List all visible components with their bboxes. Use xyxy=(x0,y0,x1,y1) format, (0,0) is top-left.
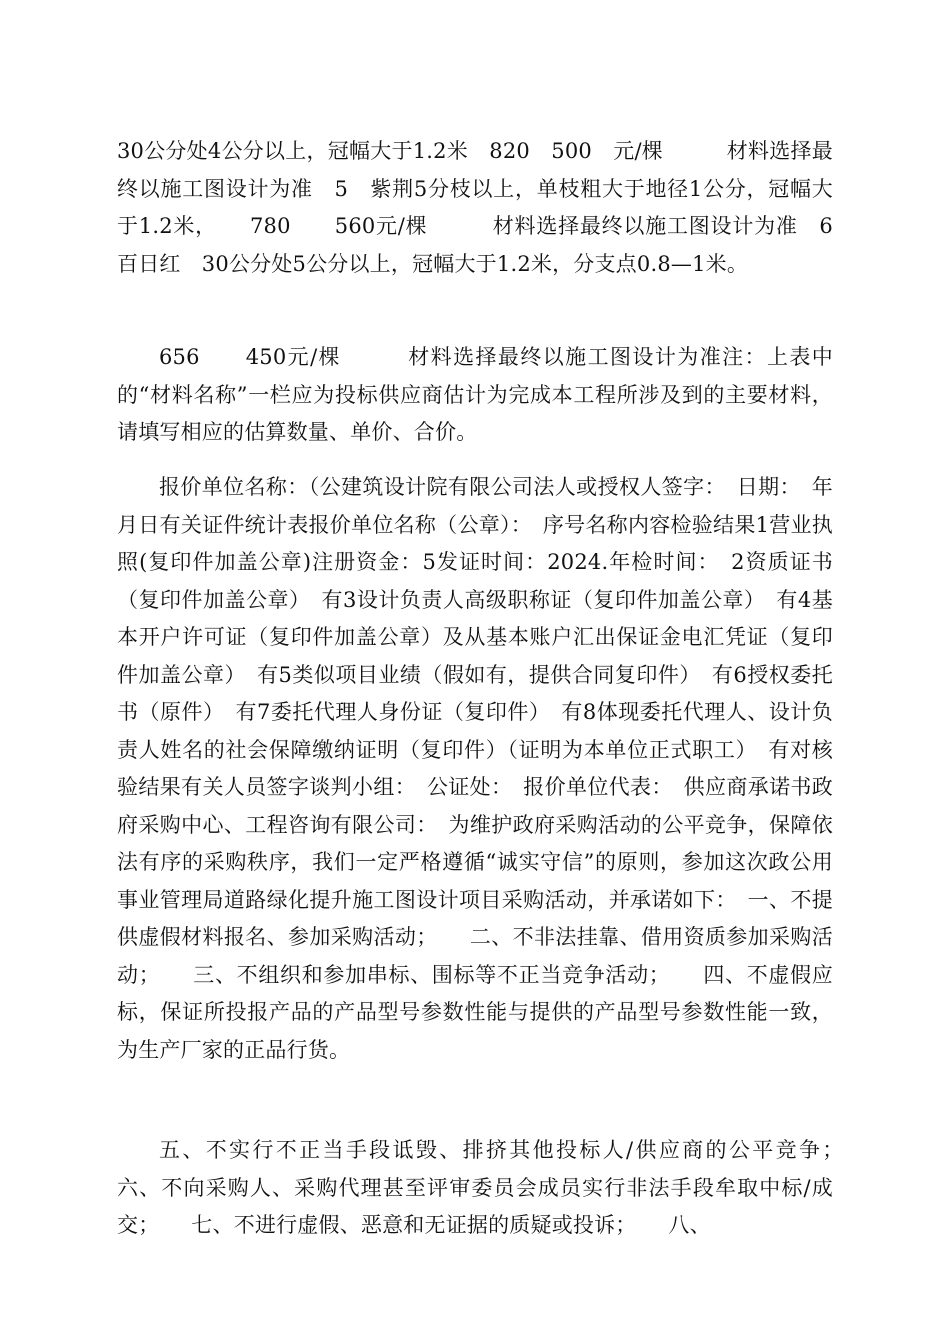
paragraph-plant-specs: 30公分处4公分以上，冠幅大于1.2米 820 500 元/棵 材料选择最终以施工图设计为准 5 紫荆5分枝以上，单枝粗大于地径1公分，冠幅大于1.2米， 780 560元/棵 材料选择最终以施工图设计为准 6 百日红 30公分处5公分以上，冠幅大于1.2米，分支点0.8—1米。 xyxy=(117,139,855,276)
paragraph-commitment-continued: 五、不实行不正当手段诋毁、排挤其他投标人/供应商的公平竞争； 六、不向采购人、采购代理甚至评审委员会成员实行非法手段牟取中标/成交； 七、不进行虚假、恶意和无证据的质疑或投诉； 八、 xyxy=(117,1138,855,1237)
paragraph-material-note: 656 450元/棵 材料选择最终以施工图设计为准注：上表中的“材料名称”一栏应为投标供应商估计为完成本工程所涉及到的主要材料，请填写相应的估算数量、单价、合价。 xyxy=(117,345,833,444)
paragraph-quotation-and-commitment: 报价单位名称：（公建筑设计院有限公司法人或授权人签字： 日期： 年月日有关证件统计表报价单位名称（公章）： 序号名称内容检验结果1营业执照(复印件加盖公章)注册资金：5发证时间：2024.年检时间： 2资质证书（复印件加盖公章） 有3设计负责人高级职称证（复印件加盖公章） 有4基本开户许可证（复印件加盖公章）及从基本账户汇出保证金电汇凭证（复印件加盖公章） 有5类似项目业绩（假如有，提供合同复印件） 有6授权委托书（原件） 有7委托代理人身份证（复印件） 有8体现委托代理人、设计负责人姓名的社会保障缴纳证明（复印件）（证明为本单位正式职工） 有对核验结果有关人员签字谈判小组： 公证处： 报价单位代表： 供应商承诺书政府采购中心、工程咨询有限公司： 为维护政府采购活动的公平竞争，保障依法有序的采购秩序，我们一定严格遵循“诚实守信”的原则，参加这次政公用事业管理局道路绿化提升施工图设计项目采购活动，并承诺如下： 一、不提供虚假材料报名、参加采购活动； 二、不非法挂靠、借用资质参加采购活动； 三、不组织和参加串标、围标等不正当竞争活动； 四、不虚假应标，保证所投报产品的产品型号参数性能与提供的产品型号参数性能一致，为生产厂家的正品行货。 xyxy=(117,475,833,1062)
